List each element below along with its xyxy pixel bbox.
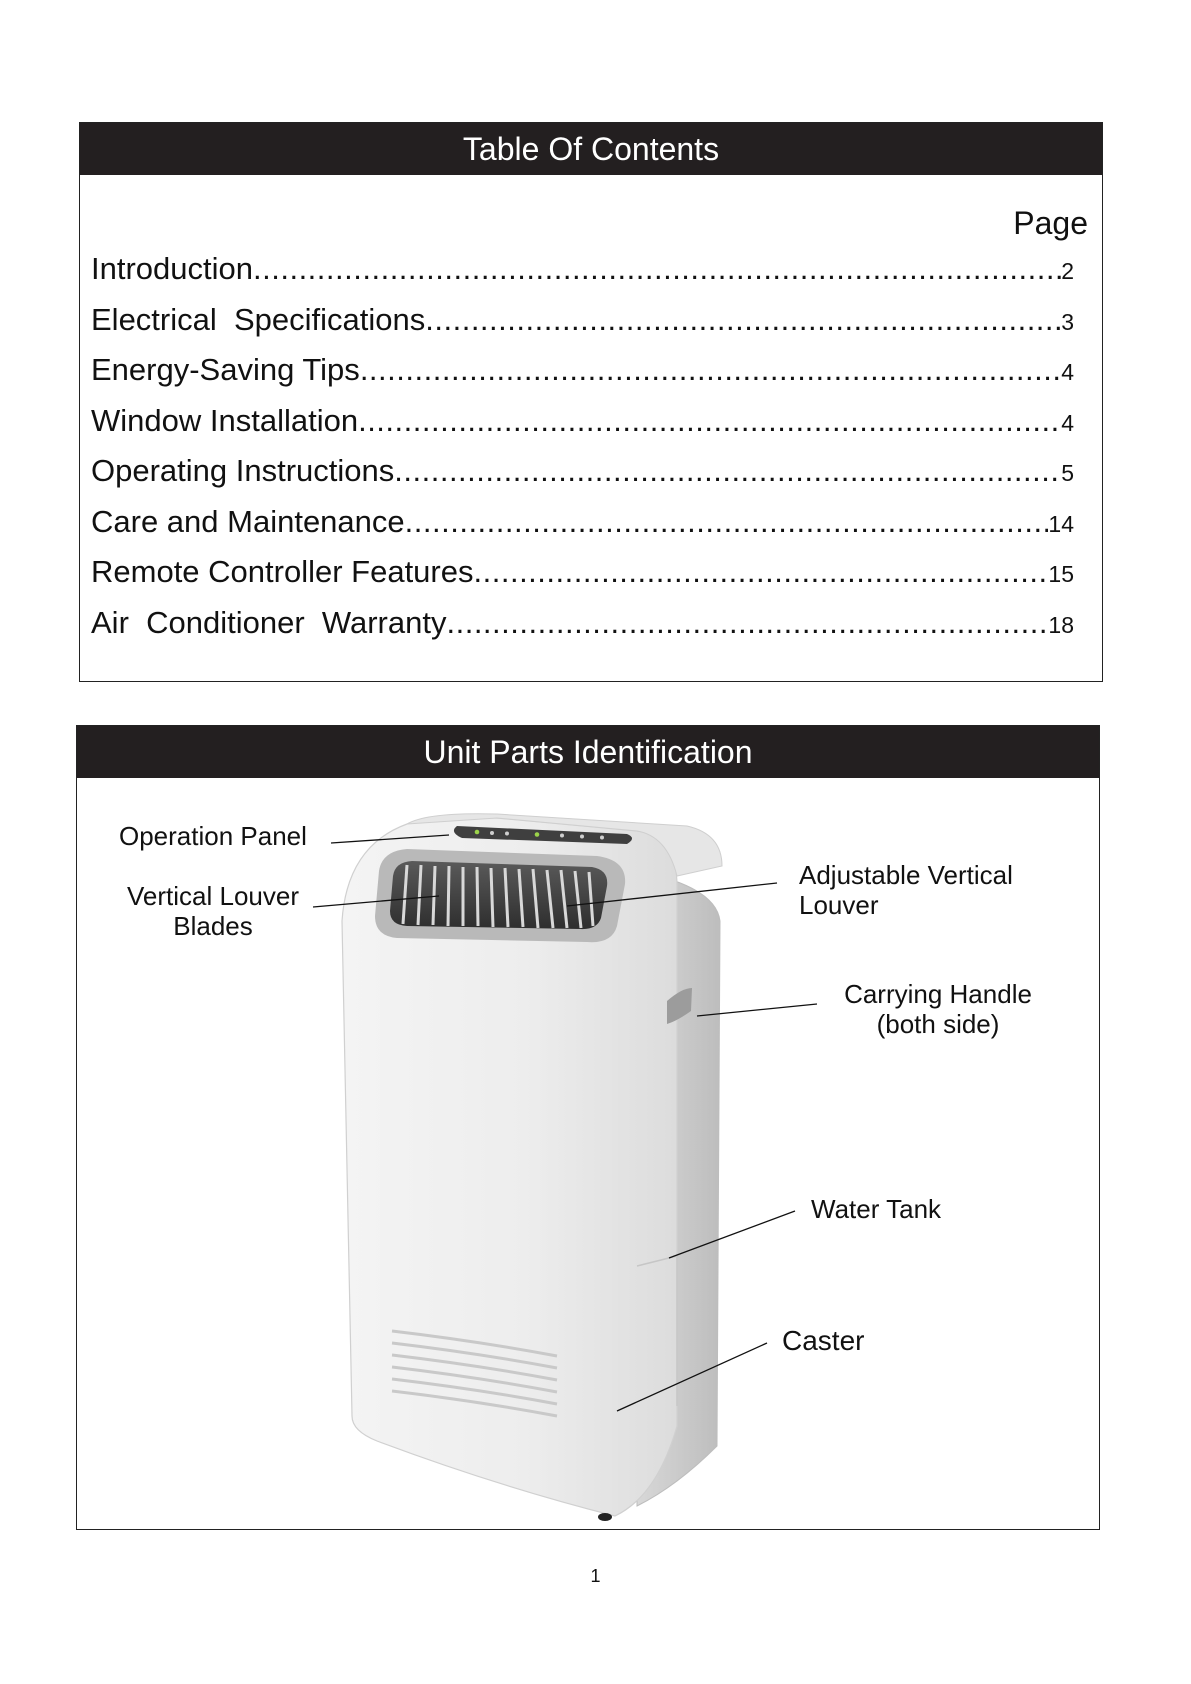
- toc-entry-page: 4: [1061, 409, 1074, 436]
- toc-dot-leader: [474, 554, 1049, 590]
- label-adjustable-louver-line2: Louver: [799, 890, 879, 920]
- toc-title: Table Of Contents: [80, 123, 1102, 175]
- toc-dot-leader: [358, 403, 1061, 439]
- toc-entry[interactable]: [91, 403, 1074, 454]
- label-vertical-louver-line1: Vertical Louver: [127, 881, 299, 911]
- page-number: 1: [590, 1566, 601, 1586]
- toc-entry-title: Window Installation: [91, 402, 359, 438]
- label-carrying-handle: [833, 979, 1043, 1039]
- label-carrying-handle-line2: (both side): [876, 1009, 1000, 1039]
- toc-dot-leader: [360, 352, 1061, 388]
- toc-dot-leader: [253, 251, 1061, 287]
- toc-entry[interactable]: [91, 554, 1074, 605]
- toc-entry-page: 4: [1061, 359, 1074, 385]
- toc-dot-leader: [394, 453, 1061, 489]
- label-adjustable-vertical-louver: [799, 860, 1013, 920]
- toc-entry-page: 5: [1061, 460, 1074, 486]
- toc-entry-title: Air Conditioner Warranty: [91, 604, 447, 640]
- toc-entry-page: 15: [1048, 561, 1074, 587]
- toc-list: [91, 251, 1074, 655]
- toc-dot-leader: [425, 302, 1061, 338]
- toc-dot-leader: [405, 504, 1049, 540]
- toc-entry[interactable]: [91, 251, 1074, 302]
- toc-entry-page: 3: [1061, 308, 1074, 335]
- toc-entry-title: Energy-Saving Tips: [91, 352, 360, 387]
- unit-parts-identification: [76, 725, 1100, 1530]
- caster-wheel: [598, 1513, 612, 1521]
- toc-entry-title: Operating Instructions: [91, 453, 395, 488]
- toc-entry-page: 2: [1061, 258, 1074, 284]
- toc-entry[interactable]: [91, 302, 1074, 353]
- label-caster: Caster: [782, 1325, 865, 1356]
- label-water-tank: Water Tank: [811, 1194, 942, 1224]
- toc-entry-title: Remote Controller Features: [91, 554, 474, 589]
- parts-title: Unit Parts Identification: [77, 726, 1099, 778]
- toc-entry-page: 14: [1048, 510, 1074, 537]
- label-vertical-louver-blades: [123, 881, 303, 941]
- toc-entry-page: 18: [1048, 611, 1074, 638]
- toc-entry[interactable]: [91, 504, 1074, 555]
- label-adjustable-louver-line1: Adjustable Vertical: [799, 860, 1013, 890]
- toc-dot-leader: [446, 605, 1048, 641]
- label-operation-panel: Operation Panel: [119, 821, 307, 851]
- toc-entry[interactable]: [91, 605, 1074, 656]
- toc-entry[interactable]: [91, 352, 1074, 403]
- indicator-light: [475, 830, 480, 835]
- table-of-contents: [79, 122, 1103, 682]
- toc-entry-title: Introduction: [91, 251, 253, 286]
- label-vertical-louver-line2: Blades: [173, 911, 253, 941]
- toc-entry[interactable]: [91, 453, 1074, 504]
- toc-entry-title: Electrical Specifications: [91, 301, 426, 337]
- label-carrying-handle-line1: Carrying Handle: [844, 979, 1032, 1009]
- toc-entry-title: Care and Maintenance: [91, 503, 405, 539]
- toc-page-column-heading: Page: [1013, 205, 1088, 241]
